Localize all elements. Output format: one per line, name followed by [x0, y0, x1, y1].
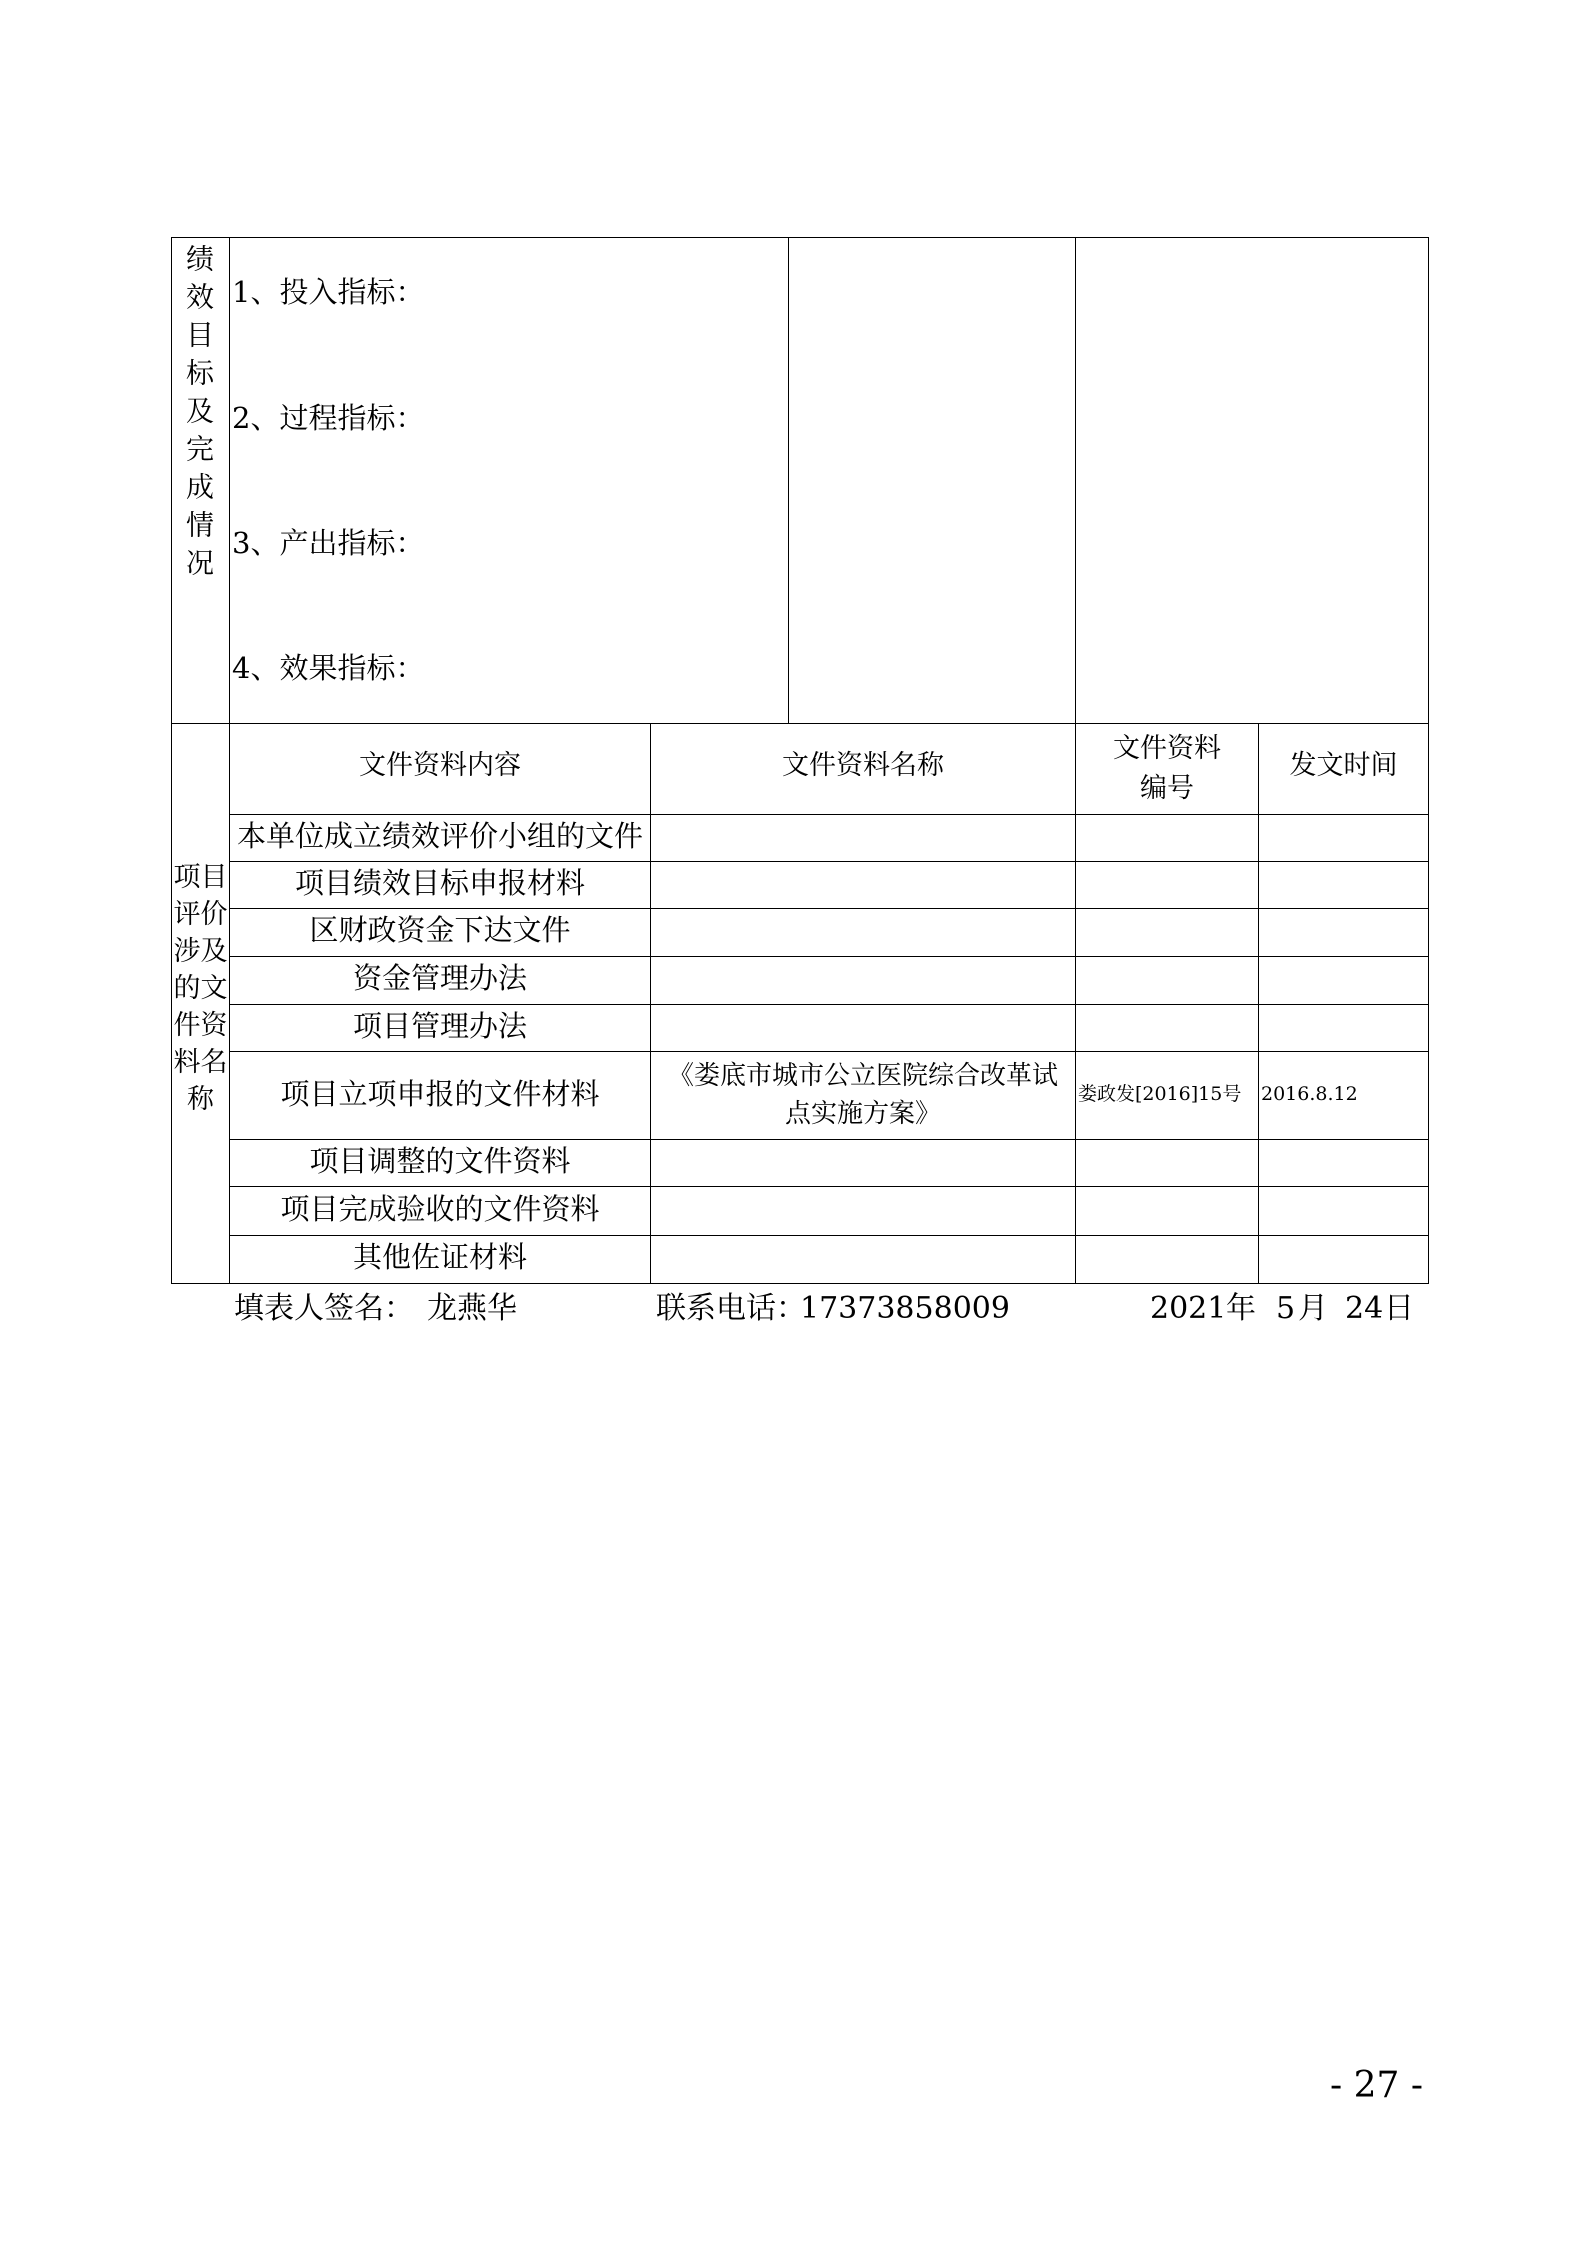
performance-goal-side-label: 绩效目标及完成情况 [182, 244, 215, 586]
signer-name: 龙燕华 [427, 1291, 517, 1326]
date-year: 2021 [1150, 1291, 1227, 1326]
row-content-1: 本单位成立绩效评价小组的文件 [236, 819, 643, 853]
date-day: 24 [1345, 1291, 1384, 1326]
effect-indicator-label: 4、效果指标： [232, 651, 425, 685]
date-day-unit: 日 [1384, 1291, 1414, 1326]
header-issue-date: 发文时间 [1289, 750, 1398, 781]
date-month: 5 [1276, 1291, 1296, 1326]
row-content-5: 项目管理办法 [352, 1009, 527, 1043]
process-indicator-label: 2、过程指标： [232, 401, 425, 435]
row-6-issue-date: 2016.8.12 [1261, 1083, 1358, 1105]
output-indicator-label: 3、产出指标： [232, 526, 425, 560]
input-indicator-label: 1、投入指标： [232, 275, 425, 309]
row-content-8: 项目完成验收的文件资料 [280, 1192, 600, 1226]
header-file-number: 文件资料 编号 [1113, 733, 1221, 804]
row-content-4: 资金管理办法 [352, 961, 527, 995]
date-month-unit: 月 [1298, 1291, 1328, 1326]
row-content-3: 区财政资金下达文件 [309, 913, 571, 947]
page-number: - 27 - [1330, 2065, 1424, 2106]
phone-label: 联系电话： [656, 1291, 806, 1326]
row-content-7: 项目调整的文件资料 [309, 1144, 571, 1178]
date-year-unit: 年 [1226, 1291, 1256, 1326]
signer-label: 填表人签名： [234, 1291, 414, 1326]
header-file-content: 文件资料内容 [359, 750, 521, 781]
row-content-6: 项目立项申报的文件材料 [280, 1077, 600, 1111]
phone-number: 17373858009 [800, 1291, 1010, 1326]
document-list-side-label: 项目 评价 涉及 的文 件资 料名 称 [173, 862, 228, 1115]
row-6-file-number: 娄政发[2016]15号 [1078, 1083, 1242, 1105]
row-content-9: 其他佐证材料 [352, 1240, 527, 1274]
row-content-2: 项目绩效目标申报材料 [294, 866, 585, 900]
header-file-name: 文件资料名称 [782, 750, 944, 781]
row-6-file-name: 《娄底市城市公立医院综合改革试 点实施方案》 [667, 1061, 1058, 1129]
